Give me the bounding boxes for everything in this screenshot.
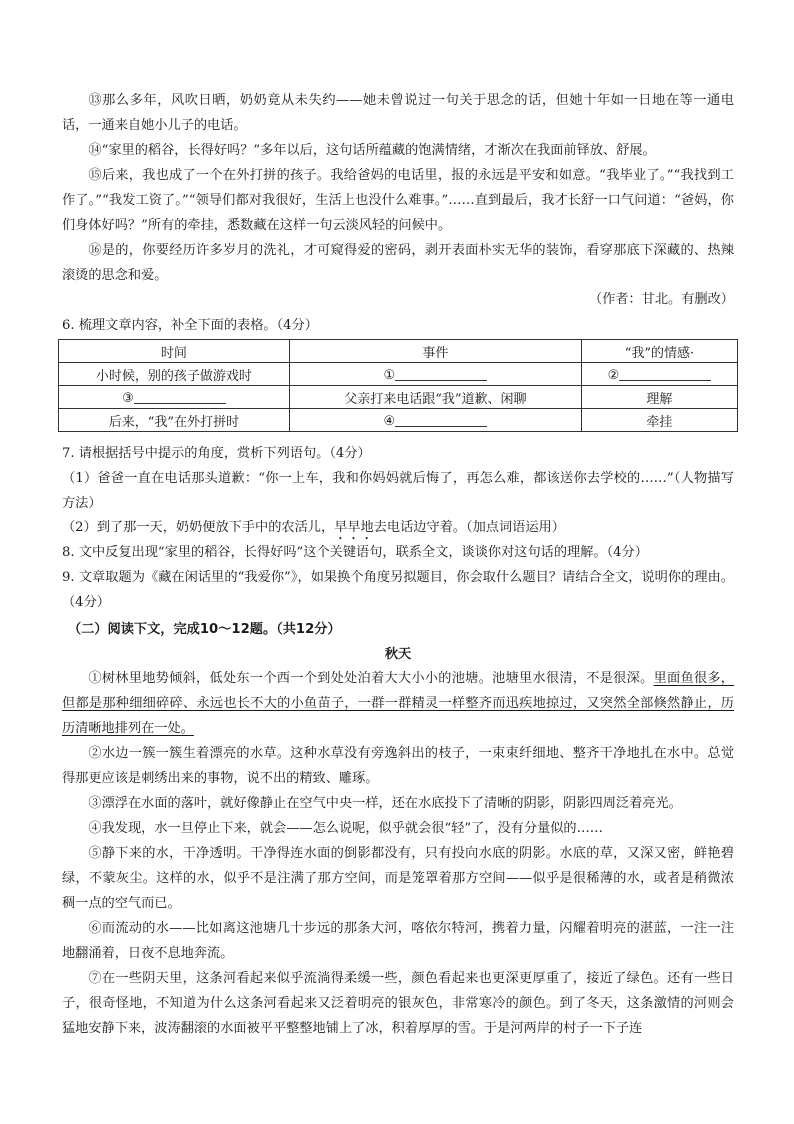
- table-cell-blank[interactable]: [289, 363, 581, 386]
- underlined-sentence: 里面鱼很多，但都是那种细细碎碎、永远也长不大的小鱼苗子，一群一群精灵一样整齐而迅疾地掠过，又突然全部倏然静止，历历清晰地排列在一处。: [62, 671, 734, 736]
- question-7: 7. 请根据括号中提示的角度，赏析下列语句。（4分）: [62, 446, 371, 461]
- question-7-1: （1）爸爸一直在电话那头道歉：“你一上车，我和你妈妈就后悔了，再怎么难，都该送你去学校的……”（人物描写方法）: [62, 471, 734, 511]
- table-cell: 牵挂: [581, 409, 737, 432]
- article-paragraph-6: ⑥而流动的水——比如离这池塘几十步远的那条大河，喀依尔特河，携着力量，闪耀着明亮的湛蓝，一注一注地翻涌着，日夜不息地奔流。: [62, 921, 734, 961]
- answer-blank[interactable]: [619, 366, 711, 381]
- table-cell: 小时候，别的孩子做游戏时: [59, 363, 290, 386]
- article-paragraph-5: ⑤静下来的水，干净透明。干净得连水面的倒影都没有，只有投向水底的阴影。水底的草，又深又密，鲜艳碧绿，不蒙灰尘。这样的水，似乎不是注满了那方空间，而是笼罩着那方空间——似乎是很稀薄的水，或者是稍微浓稠一点的空气而已。: [62, 846, 734, 911]
- blank-label: ④: [383, 413, 396, 429]
- section-heading: （二）阅读下文，完成10～12题。（共12分）: [68, 622, 341, 637]
- question-6: 6. 梳理文章内容，补全下面的表格。（4分）: [62, 318, 318, 333]
- table-row: [59, 386, 738, 409]
- table-header: “我”的情感·: [581, 340, 737, 363]
- article-paragraph-2: ②水边一簇一簇生着漂亮的水草。这种水草没有旁逸斜出的枝子，一束束纤细地、整齐干净地扎在水中。总觉得那更应该是刺绣出来的事物，说不出的精致、雕琢。: [62, 746, 734, 786]
- blank-label: ③: [122, 390, 134, 406]
- summary-table: [58, 339, 738, 432]
- blank-label: ①: [383, 367, 396, 383]
- table-cell-blank[interactable]: [59, 386, 290, 409]
- table-cell-blank[interactable]: [581, 363, 737, 386]
- question-8: 8. 文中反复出现“家里的稻谷，长得好吗”这个关键语句，联系全文，谈谈你对这句话的理解。（4分）: [62, 545, 648, 560]
- dotted-word: 早早地: [334, 520, 374, 535]
- paragraph-16: ⑯是的，你要经历许多岁月的洗礼，才可窥得爱的密码，剥开表面朴实无华的装饰，看穿那底下深藏的、热辣滚烫的思念和爱。: [62, 243, 734, 283]
- table-row: [59, 409, 738, 432]
- p1-text: ①树林里地势倾斜，低处东一个西一个到处处泊着大大小小的池塘。池塘里水很清，不是很深。: [88, 671, 654, 686]
- table-row: [59, 363, 738, 386]
- answer-blank[interactable]: [395, 366, 487, 381]
- question-7-2: [62, 515, 734, 543]
- question-9: 9. 文章取题为《藏在闲话里的“我爱你”》，如果换个角度另拟题目，你会取什么题目？请结合全文，说明你的理由。（4分）: [62, 570, 734, 610]
- article-paragraph-7: ⑦在一些阴天里，这条河看起来似乎流淌得柔缓一些，颜色看起来也更深更厚重了，接近了绿色。还有一些日子，很奇怪地，不知道为什么这条河看起来又泛着明亮的银灰色，非常寒冷的颜色。到了冬天，这条激情的河则会猛地安静下来，波涛翻滚的水面被平平整整地铺上了冰，积着厚厚的雪。于是河两岸的村子一下子连: [62, 971, 734, 1036]
- article-paragraph-1: [62, 666, 734, 741]
- q7-2-text: 去电话边守着。（加点词语运用）: [373, 520, 565, 535]
- article-paragraph-3: ③漂浮在水面的落叶，就好像静止在空气中央一样，还在水底投下了清晰的阴影，阴影四周泛着亮光。: [88, 796, 682, 811]
- table-cell: 父亲打来电话跟“我”道歉、闲聊: [289, 386, 581, 409]
- q7-2-text: （2）到了那一天，奶奶便放下手中的农活儿，: [62, 520, 335, 535]
- author-note: （作者：甘北。有删改）: [588, 292, 734, 307]
- paragraph-13: ⑬那么多年，风吹日晒，奶奶竟从未失约——她未曾说过一句关于思念的话，但她十年如一日地在等一通电话，一通来自她小儿子的电话。: [62, 93, 734, 133]
- article-paragraph-4: ④我发现，水一旦停止下来，就会——怎么说呢，似乎就会很“轻”了，没有分量似的……: [88, 821, 603, 836]
- blank-label: ②: [607, 367, 620, 383]
- table-header: 时间: [59, 340, 290, 363]
- table-cell: 后来，“我”在外打拼时: [59, 409, 290, 432]
- answer-blank[interactable]: [134, 389, 226, 404]
- table-cell-blank[interactable]: [289, 409, 581, 432]
- answer-blank[interactable]: [395, 412, 487, 427]
- table-cell: 理解: [581, 386, 737, 409]
- paragraph-14: ⑭“家里的稻谷，长得好吗？”多年以后，这句话所蕴藏的饱满情绪，才渐次在我面前铎放、舒展。: [88, 143, 656, 158]
- article-title: 秋天: [384, 647, 412, 662]
- paragraph-15: ⑮后来，我也成了一个在外打拼的孩子。我给爸妈的电话里，报的永远是平安和如意。“我毕业了。”“我找到工作了。”“我发工资了。”“领导们都对我很好，生活上也没什么难事。”……直到最后，我才长舒一口气问道：“爸妈，你们身体好吗？”所有的牵挂，悉数藏在这样一句云淡风轻的问候中。: [62, 168, 734, 233]
- table-header-row: [59, 340, 738, 363]
- table-header: 事件: [289, 340, 581, 363]
